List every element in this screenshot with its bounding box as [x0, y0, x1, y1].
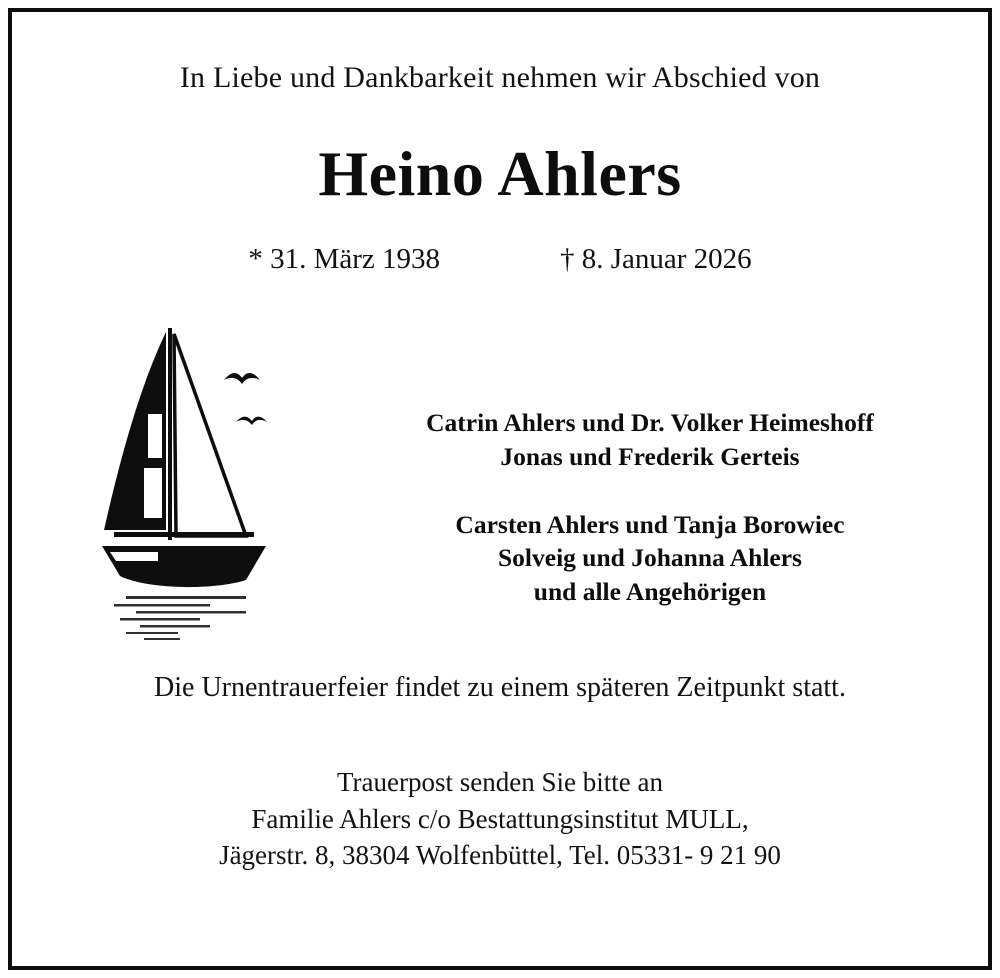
mourner-family-1	[354, 406, 946, 473]
contact-line: Familie Ahlers c/o Bestattungsinstitut MULL,	[251, 803, 749, 834]
death-date: † 8. Januar 2026	[560, 243, 752, 276]
mourner-line: Jonas und Frederik Gerteis	[500, 441, 800, 471]
mourner-line: Catrin Ahlers und Dr. Volker Heimeshoff	[426, 408, 874, 438]
sailboat-icon	[96, 318, 306, 648]
mourners-list	[354, 318, 946, 608]
mourner-line: Solveig und Johanna Ahlers	[498, 543, 802, 573]
contact-block	[54, 764, 946, 873]
illustration-and-mourners	[54, 318, 946, 648]
mourner-line: Carsten Ahlers und Tanja Borowiec	[455, 509, 845, 539]
contact-line: Jägerstr. 8, 38304 Wolfenbüttel, Tel. 05331- 9 21 90	[219, 840, 781, 871]
contact-line: Trauerpost senden Sie bitte an	[337, 767, 663, 798]
life-dates	[54, 243, 946, 276]
deceased-name: Heino Ahlers	[318, 138, 682, 209]
notice-content	[14, 14, 986, 964]
mourner-line: und alle Angehörigen	[533, 576, 767, 606]
birth-date: * 31. März 1938	[248, 243, 440, 276]
mourner-family-2	[354, 508, 946, 609]
intro-text: In Liebe und Dankbarkeit nehmen wir Abschied von	[179, 61, 821, 94]
ceremony-note: Die Urnentrauerfeier findet zu einem späteren Zeitpunkt statt.	[154, 672, 846, 704]
